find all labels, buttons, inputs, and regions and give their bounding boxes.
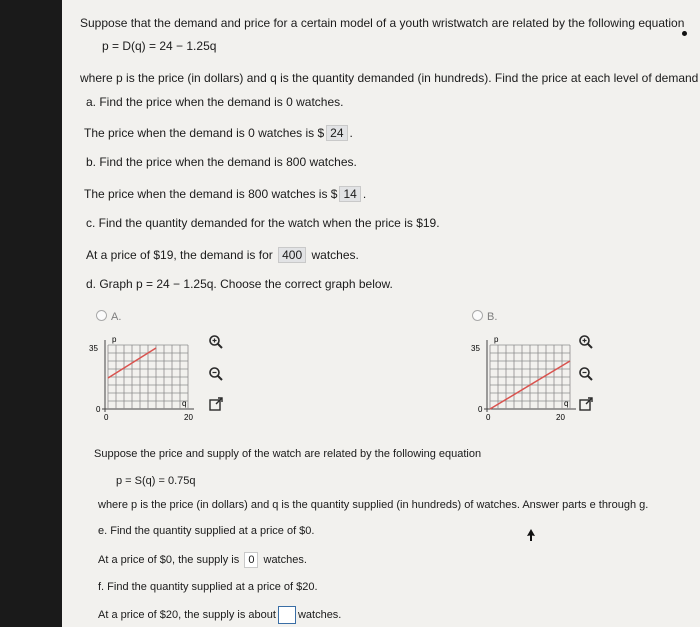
part-a-answer-box[interactable]: 24	[326, 125, 347, 141]
part-e-answer-line	[98, 552, 307, 568]
option-a-radio[interactable]	[96, 310, 121, 323]
option-b-grid	[490, 345, 570, 409]
part-b-answer-box[interactable]: 14	[339, 186, 360, 202]
option-b-zoom-out-icon[interactable]	[578, 366, 594, 382]
option-b-label: B.	[487, 311, 498, 323]
part-a-answer-prefix: The price when the demand is 0 watches is $	[84, 126, 325, 140]
part-c-answer-line	[86, 247, 359, 263]
option-b-y-axis-label: p	[494, 335, 499, 344]
supply-intro-text: Suppose the price and supply of the watch are related by the following equation	[94, 448, 482, 460]
option-a-grid	[108, 345, 188, 409]
definition-text: where p is the price (in dollars) and q is the quantity demanded (in hundreds). Find the price at each level of demand	[80, 71, 699, 85]
part-b-answer-prefix: The price when the demand is 800 watches is $	[84, 187, 338, 201]
option-b-radio-circle[interactable]	[472, 310, 483, 321]
part-e-question: e. Find the quantity supplied at a price of $0.	[98, 525, 315, 537]
part-f-answer-prefix: At a price of $20, the supply is about	[98, 608, 276, 621]
supply-definition-text: where p is the price (in dollars) and q is the quantity supplied (in hundreds) of watches. Answer parts e through g.	[98, 499, 649, 511]
part-c-answer-suffix: watches.	[311, 248, 359, 262]
option-a-label: A.	[111, 311, 122, 323]
part-f-answer-line	[98, 606, 341, 624]
part-e-answer-prefix: At a price of $0, the supply is	[98, 554, 240, 566]
part-c-answer-prefix: At a price of $19, the demand is for	[86, 248, 273, 262]
option-a-graph[interactable]	[88, 332, 198, 422]
demand-equation: p = D(q) = 24 − 1.25q	[102, 39, 217, 53]
option-a-expand-icon[interactable]	[208, 396, 224, 412]
option-a-zoom-in-icon[interactable]	[208, 334, 224, 350]
intro-text: Suppose that the demand and price for a certain model of a youth wristwatch are related by the following equation	[80, 16, 685, 30]
option-b-expand-icon[interactable]	[578, 396, 594, 412]
part-f-answer-suffix: watches.	[297, 608, 342, 621]
part-f-answer-input[interactable]	[278, 606, 296, 624]
part-d-question: d. Graph p = 24 − 1.25q. Choose the correct graph below.	[86, 277, 393, 291]
part-c-answer-box[interactable]: 400	[278, 247, 306, 263]
question-panel	[62, 0, 700, 627]
option-b-x-tick: 20	[556, 413, 565, 422]
option-b-zoom-in-icon[interactable]	[578, 334, 594, 350]
part-a-answer-suffix: .	[349, 126, 353, 140]
supply-equation: p = S(q) = 0.75q	[116, 475, 196, 487]
option-b-y-origin: 0	[478, 405, 483, 414]
option-a-y-tick: 35	[89, 344, 98, 353]
option-b-graph[interactable]	[470, 332, 580, 422]
part-f-question: f. Find the quantity supplied at a price of $20.	[98, 581, 318, 593]
part-b-answer-suffix: .	[362, 187, 367, 201]
option-a-radio-circle[interactable]	[96, 310, 107, 321]
part-a-question: a. Find the price when the demand is 0 watches.	[86, 95, 344, 109]
option-b-x-origin: 0	[486, 413, 491, 422]
option-a-x-axis-label: q	[182, 399, 187, 408]
option-a-zoom-out-icon[interactable]	[208, 366, 224, 382]
option-b-radio[interactable]	[472, 310, 497, 323]
part-c-question: c. Find the quantity demanded for the watch when the price is $19.	[86, 216, 440, 230]
part-b-answer-line	[84, 186, 366, 202]
part-b-question: b. Find the price when the demand is 800 watches.	[86, 155, 357, 169]
option-a-x-tick: 20	[184, 413, 193, 422]
option-b-y-tick: 35	[471, 344, 480, 353]
part-a-answer-line	[84, 125, 353, 141]
option-a-y-axis-label: p	[112, 335, 117, 344]
mouse-cursor-icon	[526, 529, 536, 541]
option-b-x-axis-label: q	[564, 399, 569, 408]
status-dot	[682, 31, 687, 36]
part-e-answer-box[interactable]: 0	[244, 552, 258, 568]
option-a-y-origin: 0	[96, 405, 101, 414]
part-e-answer-suffix: watches.	[263, 554, 307, 566]
option-a-x-origin: 0	[104, 413, 109, 422]
